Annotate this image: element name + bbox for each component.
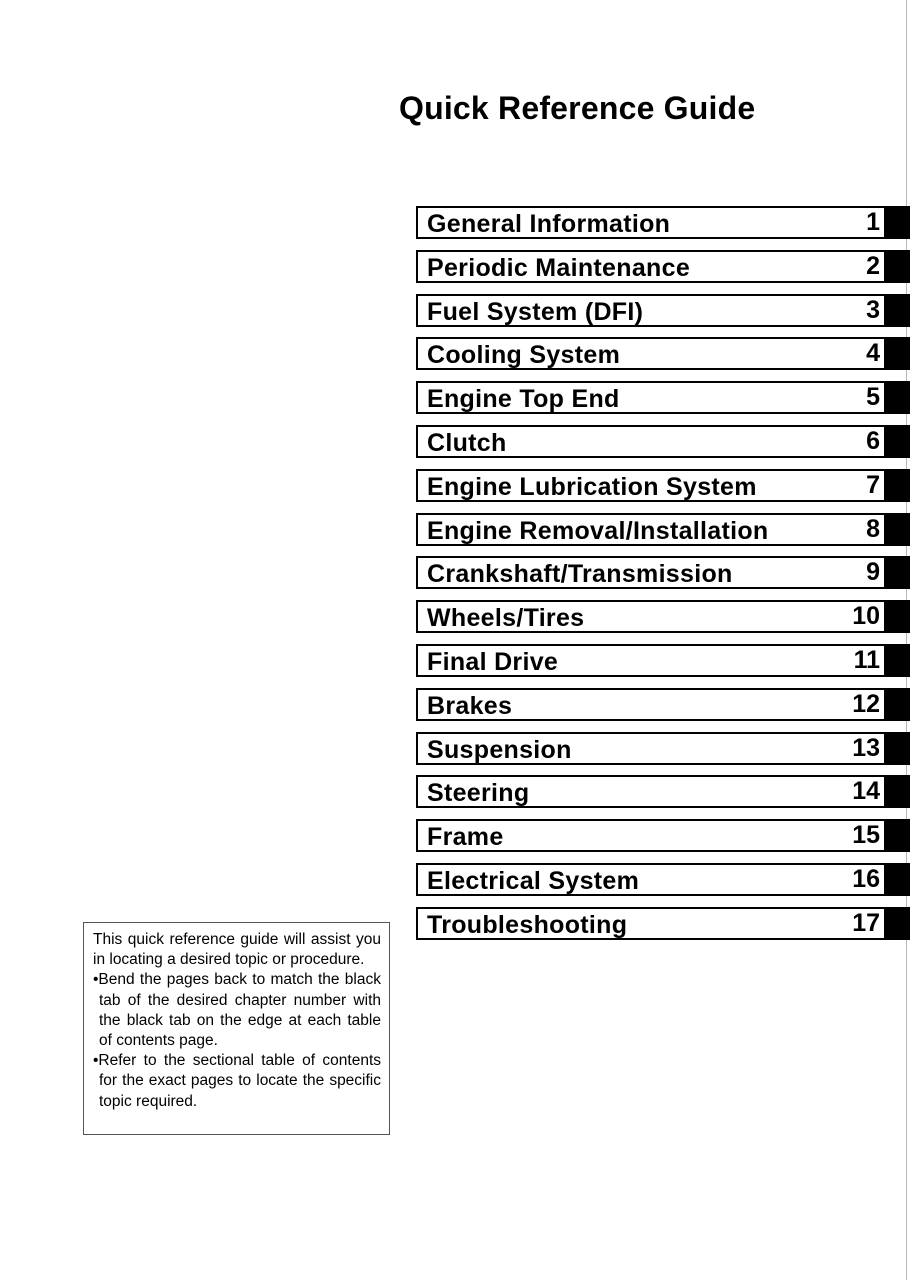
toc-section-number: 15 <box>852 821 880 849</box>
note-bullet-1: •Bend the pages back to match the black tab of the desired chapter number with the black tab on the edge at each table of contents page. <box>93 971 381 1050</box>
toc-row-box <box>416 732 888 765</box>
toc-section-number: 5 <box>866 383 880 411</box>
chapter-black-tab <box>884 907 910 940</box>
toc-row[interactable] <box>416 819 910 852</box>
toc-row[interactable] <box>416 600 910 633</box>
note-bullet-2: •Refer to the sectional table of contents for the exact pages to locate the specific topic required. <box>93 1052 381 1110</box>
toc-row[interactable] <box>416 294 910 327</box>
toc-section-number: 16 <box>852 865 880 893</box>
toc-row-box <box>416 863 888 896</box>
chapter-black-tab <box>884 775 910 808</box>
toc-section-number: 1 <box>866 208 880 236</box>
chapter-black-tab <box>884 294 910 327</box>
toc-section-number: 4 <box>866 339 880 367</box>
chapter-black-tab <box>884 819 910 852</box>
toc-section-number: 10 <box>852 602 880 630</box>
toc-row[interactable] <box>416 206 910 239</box>
toc-section-label: Frame <box>427 823 504 851</box>
chapter-black-tab <box>884 513 910 546</box>
chapter-black-tab <box>884 556 910 589</box>
chapter-black-tab <box>884 732 910 765</box>
toc-row-box <box>416 250 888 283</box>
toc-section-number: 6 <box>866 427 880 455</box>
note-intro: This quick reference guide will assist you in locating a desired topic or procedure. <box>93 931 381 969</box>
instruction-note <box>83 922 390 1135</box>
chapter-black-tab <box>884 644 910 677</box>
toc-row-box <box>416 381 888 414</box>
toc-row[interactable] <box>416 907 910 940</box>
toc-section-label: Wheels/Tires <box>427 604 585 632</box>
toc-section-number: 8 <box>866 515 880 543</box>
toc-section-number: 3 <box>866 296 880 324</box>
chapter-black-tab <box>884 469 910 502</box>
toc-section-label: Cooling System <box>427 341 621 369</box>
toc-row[interactable] <box>416 381 910 414</box>
toc-row-box <box>416 425 888 458</box>
page-title: Quick Reference Guide <box>399 90 756 126</box>
toc-row-box <box>416 513 888 546</box>
toc-section-number: 2 <box>866 252 880 280</box>
toc-row[interactable] <box>416 469 910 502</box>
chapter-black-tab <box>884 600 910 633</box>
toc-section-number: 17 <box>852 909 880 937</box>
toc-row-box <box>416 294 888 327</box>
toc-row[interactable] <box>416 863 910 896</box>
toc-row[interactable] <box>416 337 910 370</box>
toc-section-label: Final Drive <box>427 648 559 676</box>
toc-row-box <box>416 907 888 940</box>
chapter-black-tab <box>884 250 910 283</box>
page-edge-line <box>906 0 907 1280</box>
toc-row-box <box>416 688 888 721</box>
toc-section-label: Engine Lubrication System <box>427 473 757 501</box>
toc-row[interactable] <box>416 556 910 589</box>
toc-section-label: Brakes <box>427 692 513 720</box>
toc-row-box <box>416 337 888 370</box>
toc-row-box <box>416 600 888 633</box>
toc-section-label: Periodic Maintenance <box>427 254 691 282</box>
toc-row-box <box>416 556 888 589</box>
toc-section-label: Engine Top End <box>427 385 620 413</box>
chapter-black-tab <box>884 337 910 370</box>
toc-row[interactable] <box>416 732 910 765</box>
chapter-black-tab <box>884 863 910 896</box>
toc-section-number: 13 <box>852 734 880 762</box>
toc-row-box <box>416 775 888 808</box>
chapter-black-tab <box>884 688 910 721</box>
chapter-black-tab <box>884 425 910 458</box>
toc-row[interactable] <box>416 688 910 721</box>
toc-section-label: Troubleshooting <box>427 911 628 939</box>
toc-section-label: Engine Removal/Installation <box>427 517 769 545</box>
toc-row-box <box>416 644 888 677</box>
toc-section-label: Suspension <box>427 736 572 764</box>
toc-row[interactable] <box>416 644 910 677</box>
toc-section-number: 14 <box>852 777 880 805</box>
toc-row[interactable] <box>416 250 910 283</box>
toc-section-number: 7 <box>866 471 880 499</box>
toc-row[interactable] <box>416 425 910 458</box>
toc-row-box <box>416 206 888 239</box>
chapter-black-tab <box>884 381 910 414</box>
toc-section-number: 11 <box>853 646 880 674</box>
toc-section-label: General Information <box>427 210 671 238</box>
toc-section-number: 12 <box>852 690 880 718</box>
toc-row-box <box>416 469 888 502</box>
toc-row[interactable] <box>416 775 910 808</box>
toc-section-label: Clutch <box>427 429 507 457</box>
chapter-black-tab <box>884 206 910 239</box>
toc-row-box <box>416 819 888 852</box>
toc-row[interactable] <box>416 513 910 546</box>
toc-section-label: Steering <box>427 779 530 807</box>
toc-section-label: Fuel System (DFI) <box>427 298 644 326</box>
toc-section-label: Crankshaft/Transmission <box>427 560 733 588</box>
toc-section-number: 9 <box>866 558 880 586</box>
toc-section-label: Electrical System <box>427 867 640 895</box>
